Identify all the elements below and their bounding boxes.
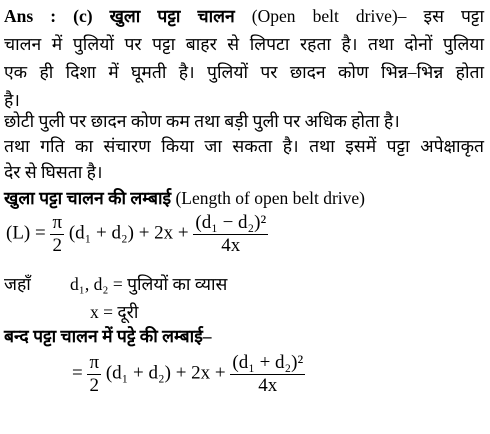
answer-line-1-rest: (Open belt drive)– इस पट्टा xyxy=(251,6,484,26)
where-def-1: d₁, d₂ = पुलियों का व्यास xyxy=(70,274,228,294)
answer-line-5: छोटी पुली पर छादन कोण कम तथा बड़ी पुली पर अधिक होता है। xyxy=(4,111,400,131)
formula2-pi: π xyxy=(89,352,100,373)
answer-line-2: चालन में पुलियों पर पट्टा बाहर से लिपटा रहता है। तथा दोनों पुलिया xyxy=(4,34,484,54)
answer-line-7: देर से घिसता है। xyxy=(4,162,103,182)
formula2-fraction xyxy=(230,352,305,397)
answer-line-3: एक ही दिशा में घूमती है। पुलियों पर छादन कोण भिन्न–भिन्न होता xyxy=(4,62,484,82)
formula2-plus-2x: + 2x + xyxy=(175,362,226,384)
formula1-paren: (d₁ + d₂) xyxy=(68,222,134,244)
where-label: जहाँ xyxy=(4,274,31,294)
open-belt-heading-bold: खुला पट्टा चालन की लम्बाई xyxy=(4,188,172,208)
formula2-numerator: (d₁ + d₂)² xyxy=(232,352,304,373)
formula1-denominator: 4x xyxy=(221,234,241,256)
closed-belt-formula xyxy=(72,352,305,397)
where-def-2: x = दूरी xyxy=(90,302,139,322)
open-belt-formula xyxy=(6,212,268,257)
answer-line-1 xyxy=(4,4,484,28)
formula1-fraction xyxy=(193,212,268,257)
open-belt-heading xyxy=(4,186,365,210)
formula1-plus-2x: + 2x + xyxy=(138,222,189,244)
formula2-lhs: = xyxy=(72,362,83,384)
formula1-numerator: (d₁ − d₂)² xyxy=(195,212,267,233)
formula1-lhs: (L) = xyxy=(6,222,46,244)
formula2-paren: (d₁ + d₂) xyxy=(105,362,171,384)
answer-label: Ans : (c) खुला पट्टा चालन xyxy=(4,6,235,26)
answer-line-6: तथा गति का संचारण किया जा सकता है। तथा इसमें पट्टा अपेक्षाकृत xyxy=(4,136,484,156)
open-belt-heading-normal: (Length of open belt drive) xyxy=(175,188,366,208)
formula1-pi: π xyxy=(52,212,63,233)
formula1-pi-over-two xyxy=(50,212,64,257)
closed-belt-heading: बन्द पट्टा चालन में पट्टे की लम्बाई– xyxy=(4,326,212,346)
formula2-two: 2 xyxy=(89,374,100,396)
formula1-two: 2 xyxy=(52,234,63,256)
answer-line-4: है। xyxy=(4,90,20,110)
formula2-pi-over-two xyxy=(87,352,101,397)
formula2-denominator: 4x xyxy=(258,374,278,396)
